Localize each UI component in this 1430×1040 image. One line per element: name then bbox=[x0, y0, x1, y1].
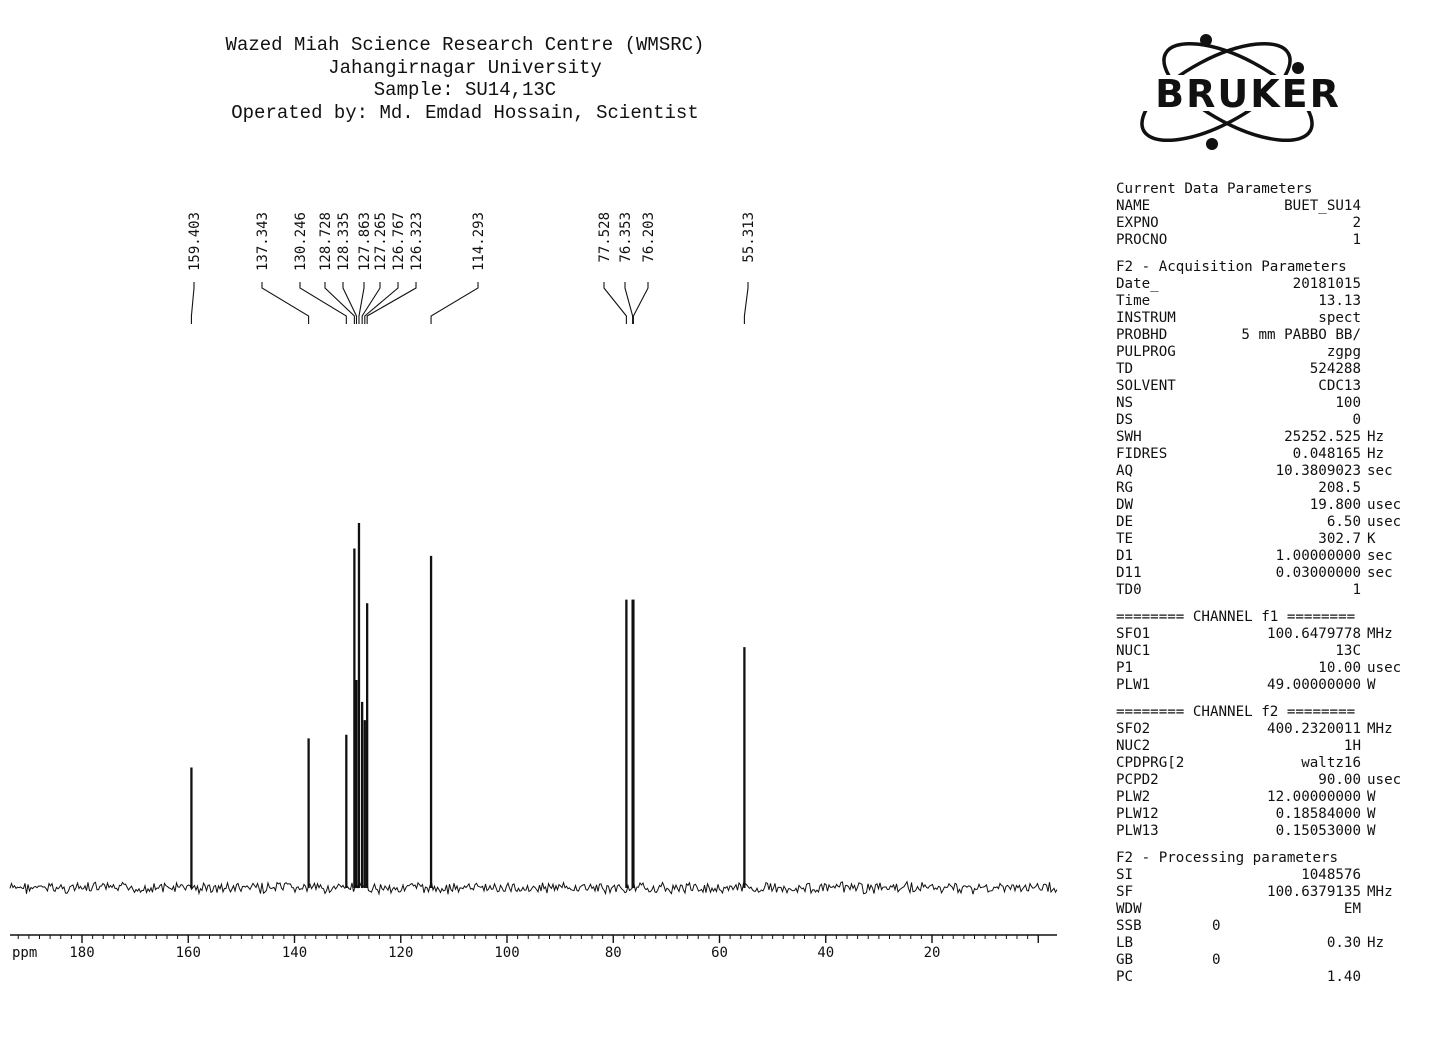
param-key: DW bbox=[1116, 497, 1134, 513]
param-unit: W bbox=[1367, 806, 1376, 822]
param-row-plw12 bbox=[1116, 806, 1416, 823]
param-value: 100.6379135 bbox=[1267, 884, 1361, 900]
param-value: 6.50 bbox=[1326, 514, 1361, 530]
param-key: P1 bbox=[1116, 660, 1134, 676]
param-value: 524288 bbox=[1309, 361, 1361, 377]
param-value: 100 bbox=[1335, 395, 1361, 411]
param-key: PC bbox=[1116, 969, 1134, 985]
param-row-d11 bbox=[1116, 565, 1416, 582]
param-row-gb bbox=[1116, 952, 1416, 969]
param-key: SSB bbox=[1116, 918, 1142, 934]
param-value: 2 bbox=[1352, 215, 1361, 231]
header-line-sample: Sample: SU14,13C bbox=[373, 79, 557, 101]
param-row-fidres bbox=[1116, 446, 1416, 463]
peak-label: 77.528 bbox=[597, 212, 613, 263]
param-unit: usec bbox=[1367, 660, 1402, 676]
param-value: 25252.525 bbox=[1284, 429, 1361, 445]
param-key: AQ bbox=[1116, 463, 1134, 479]
param-key: PCPD2 bbox=[1116, 772, 1159, 788]
param-row-time bbox=[1116, 293, 1416, 310]
param-unit: Hz bbox=[1367, 429, 1385, 445]
param-row-lb bbox=[1116, 935, 1416, 952]
param-key: PLW13 bbox=[1116, 823, 1159, 839]
param-row-instrum bbox=[1116, 310, 1416, 327]
param-key: SI bbox=[1116, 867, 1134, 883]
peak-label: 76.203 bbox=[641, 212, 657, 263]
param-unit: usec bbox=[1367, 497, 1402, 513]
channel-f1-parameters bbox=[1116, 609, 1416, 694]
param-key: GB bbox=[1116, 952, 1134, 968]
param-row-nuc2 bbox=[1116, 738, 1416, 755]
param-row-expno bbox=[1116, 215, 1416, 232]
peak-leader-line bbox=[300, 282, 346, 324]
param-key: TD bbox=[1116, 361, 1134, 377]
acquisition-parameters bbox=[1116, 259, 1416, 599]
peak-leader-line bbox=[365, 282, 398, 324]
param-row-aq bbox=[1116, 463, 1416, 480]
param-value: 90.00 bbox=[1318, 772, 1361, 788]
param-row-pulprog bbox=[1116, 344, 1416, 361]
baseline-noise bbox=[10, 882, 1057, 895]
param-value: 13.13 bbox=[1318, 293, 1361, 309]
param-key: TD0 bbox=[1116, 582, 1142, 598]
param-row-plw1 bbox=[1116, 677, 1416, 694]
param-key: SFO2 bbox=[1116, 721, 1151, 737]
parameter-panel bbox=[1116, 181, 1416, 996]
param-row-td0 bbox=[1116, 582, 1416, 599]
param-value: 208.5 bbox=[1318, 480, 1361, 496]
param-unit: W bbox=[1367, 789, 1376, 805]
param-key: INSTRUM bbox=[1116, 310, 1176, 326]
header-line-institute: Wazed Miah Science Research Centre (WMSRC) bbox=[225, 34, 705, 56]
peak-leader-line bbox=[633, 282, 648, 324]
x-tick-label: 20 bbox=[923, 945, 941, 961]
param-unit: Hz bbox=[1367, 935, 1385, 951]
param-value: 0 bbox=[1352, 412, 1361, 428]
header-line-operator: Operated by: Md. Emdad Hossain, Scientist bbox=[231, 101, 699, 124]
param-row-d1 bbox=[1116, 548, 1416, 565]
param-row-p1 bbox=[1116, 660, 1416, 677]
peak-label: 137.343 bbox=[255, 212, 271, 272]
param-key: NAME bbox=[1116, 198, 1151, 214]
param-row-name bbox=[1116, 198, 1416, 215]
param-key: NS bbox=[1116, 395, 1134, 411]
param-row-rg bbox=[1116, 480, 1416, 497]
x-tick-label: 40 bbox=[817, 945, 835, 961]
param-value: 100.6479778 bbox=[1267, 626, 1361, 642]
x-tick-label: 180 bbox=[69, 945, 95, 961]
current-data-parameters bbox=[1116, 181, 1416, 249]
param-unit: sec bbox=[1367, 565, 1393, 581]
param-value: 1H bbox=[1343, 738, 1361, 754]
param-row-ds bbox=[1116, 412, 1416, 429]
param-key: D1 bbox=[1116, 548, 1134, 564]
param-value: 1 bbox=[1352, 232, 1361, 248]
x-tick-label: 160 bbox=[175, 945, 201, 961]
param-key: RG bbox=[1116, 480, 1134, 496]
f1-section-title: ======== CHANNEL f1 ======== bbox=[1116, 609, 1356, 625]
param-value: 1.00000000 bbox=[1275, 548, 1361, 564]
param-unit: W bbox=[1367, 823, 1376, 839]
acq-section-title: F2 - Acquisition Parameters bbox=[1116, 259, 1347, 275]
peak-leader-line bbox=[604, 282, 626, 324]
param-unit: MHz bbox=[1367, 626, 1393, 642]
param-key: WDW bbox=[1116, 901, 1142, 917]
param-value: 0.18584000 bbox=[1275, 806, 1361, 822]
param-key: DS bbox=[1116, 412, 1134, 428]
param-value: 1048576 bbox=[1301, 867, 1361, 883]
param-value: 1 bbox=[1352, 582, 1361, 598]
param-row-ns bbox=[1116, 395, 1416, 412]
param-unit: K bbox=[1367, 531, 1376, 547]
channel-f2-parameters bbox=[1116, 704, 1416, 840]
proc-section-title: F2 - Processing parameters bbox=[1116, 850, 1339, 866]
param-value: 0.03000000 bbox=[1275, 565, 1361, 581]
param-row-date bbox=[1116, 276, 1416, 293]
param-value: 0.30 bbox=[1326, 935, 1361, 951]
x-tick-label: 120 bbox=[388, 945, 414, 961]
param-value: 13C bbox=[1335, 643, 1361, 659]
param-value: waltz16 bbox=[1301, 755, 1361, 771]
param-key: CPDPRG[2 bbox=[1116, 755, 1185, 771]
param-value: 10.00 bbox=[1318, 660, 1361, 676]
param-value: 5 mm PABBO BB/ bbox=[1241, 327, 1361, 343]
peak-label: 127.863 bbox=[357, 212, 373, 272]
param-key: LB bbox=[1116, 935, 1134, 951]
param-key: PROBHD bbox=[1116, 327, 1168, 343]
param-value: 20181015 bbox=[1292, 276, 1361, 292]
current-section-title: Current Data Parameters bbox=[1116, 181, 1313, 197]
param-row-pc bbox=[1116, 969, 1416, 986]
bruker-logo bbox=[1118, 28, 1378, 156]
param-value: 0 bbox=[1212, 952, 1221, 968]
param-key: SF bbox=[1116, 884, 1134, 900]
param-value: 0.15053000 bbox=[1275, 823, 1361, 839]
param-key: D11 bbox=[1116, 565, 1142, 581]
peak-leader-line bbox=[431, 282, 478, 324]
param-row-sfo2 bbox=[1116, 721, 1416, 738]
peak-leader-line bbox=[262, 282, 309, 324]
param-value: 19.800 bbox=[1309, 497, 1361, 513]
param-row-sf bbox=[1116, 884, 1416, 901]
param-key: PLW2 bbox=[1116, 789, 1151, 805]
param-row-cpdprg2 bbox=[1116, 755, 1416, 772]
param-value: spect bbox=[1318, 310, 1361, 326]
peak-label: 159.403 bbox=[187, 212, 203, 272]
param-value: 1.40 bbox=[1326, 969, 1361, 985]
x-tick-label: 100 bbox=[494, 945, 520, 961]
x-axis-unit-label: ppm bbox=[12, 945, 38, 961]
param-key: SOLVENT bbox=[1116, 378, 1176, 394]
peak-label: 76.353 bbox=[618, 212, 634, 263]
header-line-university: Jahangirnagar University bbox=[328, 56, 602, 79]
param-key: Time bbox=[1116, 293, 1151, 309]
param-unit: usec bbox=[1367, 514, 1402, 530]
param-row-plw2 bbox=[1116, 789, 1416, 806]
param-row-swh bbox=[1116, 429, 1416, 446]
param-row-pcpd2 bbox=[1116, 772, 1416, 789]
param-unit: usec bbox=[1367, 772, 1402, 788]
param-value: 12.00000000 bbox=[1267, 789, 1361, 805]
peak-label: 126.767 bbox=[391, 212, 407, 272]
param-row-probhd bbox=[1116, 327, 1416, 344]
processing-parameters bbox=[1116, 850, 1416, 986]
param-row-dw bbox=[1116, 497, 1416, 514]
param-unit: MHz bbox=[1367, 884, 1393, 900]
peak-lines bbox=[191, 523, 744, 888]
noise-trace bbox=[10, 882, 1057, 895]
param-key: PROCNO bbox=[1116, 232, 1168, 248]
param-row-plw13 bbox=[1116, 823, 1416, 840]
param-key: EXPNO bbox=[1116, 215, 1159, 231]
peak-label: 127.265 bbox=[373, 212, 389, 272]
param-key: PULPROG bbox=[1116, 344, 1176, 360]
param-value: CDC13 bbox=[1318, 378, 1361, 394]
param-row-procno bbox=[1116, 232, 1416, 249]
peak-leader-line bbox=[191, 282, 194, 324]
x-axis bbox=[10, 935, 1057, 961]
x-tick-label: 60 bbox=[711, 945, 728, 961]
peak-label: 55.313 bbox=[741, 212, 757, 263]
param-row-wdw bbox=[1116, 901, 1416, 918]
param-key: NUC2 bbox=[1116, 738, 1151, 754]
param-key: PLW12 bbox=[1116, 806, 1159, 822]
param-value: zgpg bbox=[1326, 344, 1361, 360]
param-row-te bbox=[1116, 531, 1416, 548]
param-value: 0 bbox=[1212, 918, 1221, 934]
param-value: 400.2320011 bbox=[1267, 721, 1361, 737]
param-unit: sec bbox=[1367, 548, 1393, 564]
param-value: 0.048165 bbox=[1292, 446, 1361, 462]
x-tick-label: 140 bbox=[281, 945, 308, 961]
param-key: FIDRES bbox=[1116, 446, 1168, 462]
param-row-td bbox=[1116, 361, 1416, 378]
param-key: DE bbox=[1116, 514, 1134, 530]
param-value: 49.00000000 bbox=[1267, 677, 1361, 693]
param-value: EM bbox=[1343, 901, 1361, 917]
peak-label: 126.323 bbox=[409, 212, 425, 272]
param-row-nuc1 bbox=[1116, 643, 1416, 660]
param-key: PLW1 bbox=[1116, 677, 1151, 693]
peak-labels bbox=[187, 212, 757, 324]
param-row-si bbox=[1116, 867, 1416, 884]
param-unit: sec bbox=[1367, 463, 1393, 479]
peak-leader-line bbox=[744, 282, 748, 324]
param-row-sfo1 bbox=[1116, 626, 1416, 643]
param-key: Date_ bbox=[1116, 276, 1159, 292]
param-value: BUET_SU14 bbox=[1284, 198, 1361, 214]
f2-section-title: ======== CHANNEL f2 ======== bbox=[1116, 704, 1356, 720]
peak-label: 114.293 bbox=[471, 212, 487, 272]
peak-leader-line bbox=[367, 282, 416, 324]
param-row-de bbox=[1116, 514, 1416, 531]
param-unit: Hz bbox=[1367, 446, 1385, 462]
param-value: 10.3809023 bbox=[1275, 463, 1361, 479]
param-key: SFO1 bbox=[1116, 626, 1151, 642]
param-unit: MHz bbox=[1367, 721, 1393, 737]
peak-label: 128.728 bbox=[318, 212, 334, 272]
param-unit: W bbox=[1367, 677, 1376, 693]
param-key: SWH bbox=[1116, 429, 1142, 445]
svg-text:BRUKER: BRUKER bbox=[1155, 72, 1341, 116]
param-row-solvent bbox=[1116, 378, 1416, 395]
param-value: 302.7 bbox=[1318, 531, 1361, 547]
x-tick-label: 80 bbox=[604, 945, 622, 961]
param-row-ssb bbox=[1116, 918, 1416, 935]
peak-label: 128.335 bbox=[336, 212, 352, 272]
param-key: NUC1 bbox=[1116, 643, 1151, 659]
peak-leader-line bbox=[359, 282, 364, 324]
peak-label: 130.246 bbox=[293, 212, 309, 272]
param-key: TE bbox=[1116, 531, 1134, 547]
